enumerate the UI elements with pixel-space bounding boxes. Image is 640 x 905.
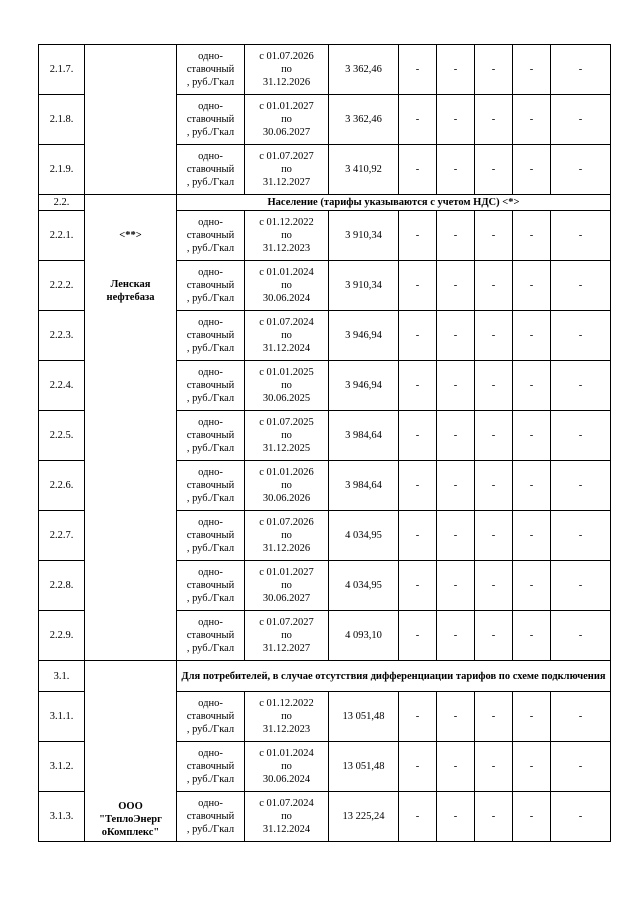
cell-line: ставочный (186, 380, 235, 391)
empty-value-dash: - (513, 561, 551, 611)
cell-line: ставочный (186, 530, 235, 541)
row-number: 2.2.9. (39, 611, 85, 661)
spacer (85, 242, 176, 278)
empty-value-dash: - (437, 411, 475, 461)
tariff-value: 3 410,92 (329, 145, 399, 195)
empty-value-dash: - (551, 211, 611, 261)
cell-line: с 01.07.2024 (259, 798, 314, 809)
tariff-value: 3 946,94 (329, 311, 399, 361)
cell-line: с 01.07.2027 (259, 617, 314, 628)
cell-line: ставочный (186, 630, 235, 641)
cell-line: ставочный (186, 580, 235, 591)
period-cell (245, 211, 329, 261)
empty-value-dash: - (475, 95, 513, 145)
cell-line: ставочный (186, 711, 235, 722)
period-cell (245, 611, 329, 661)
cell-line: с 01.07.2025 (259, 417, 314, 428)
row-number: 2.2.3. (39, 311, 85, 361)
section-row-3-1 (39, 661, 611, 692)
cell-line: , руб./Гкал (186, 824, 235, 835)
empty-value-dash: - (551, 511, 611, 561)
cell-line: , руб./Гкал (186, 177, 235, 188)
tariff-kind-cell (177, 611, 245, 661)
empty-value-dash: - (551, 311, 611, 361)
empty-value-dash: - (399, 461, 437, 511)
empty-value-dash: - (475, 361, 513, 411)
empty-value-dash: - (551, 792, 611, 842)
tariff-value: 3 362,46 (329, 95, 399, 145)
period-cell (245, 692, 329, 742)
empty-value-dash: - (551, 692, 611, 742)
tariff-table-body (39, 45, 611, 842)
cell-line: по (281, 711, 292, 722)
cell-line: 30.06.2024 (262, 774, 311, 785)
row-number: 2.2.4. (39, 361, 85, 411)
empty-value-dash: - (475, 311, 513, 361)
cell-line: ставочный (186, 430, 235, 441)
cell-line: по (281, 230, 292, 241)
empty-value-dash: - (437, 311, 475, 361)
cell-line: ставочный (186, 761, 235, 772)
tariff-kind-cell (177, 211, 245, 261)
empty-value-dash: - (399, 95, 437, 145)
row-number: 2.1.9. (39, 145, 85, 195)
tariff-value: 3 910,34 (329, 211, 399, 261)
empty-value-dash: - (437, 95, 475, 145)
empty-value-dash: - (399, 561, 437, 611)
row-number: 2.2.8. (39, 561, 85, 611)
cell-line: , руб./Гкал (186, 724, 235, 735)
tariff-value: 4 034,95 (329, 561, 399, 611)
empty-value-dash: - (399, 311, 437, 361)
cell-line: по (281, 330, 292, 341)
cell-line: одно- (198, 217, 223, 228)
row-number: 2.2.7. (39, 511, 85, 561)
cell-line: одно- (198, 367, 223, 378)
empty-value-dash: - (399, 145, 437, 195)
tariff-kind-cell (177, 95, 245, 145)
tariff-kind-cell (177, 461, 245, 511)
empty-value-dash: - (437, 461, 475, 511)
cell-line: одно- (198, 798, 223, 809)
empty-value-dash: - (475, 261, 513, 311)
section-row-2-2 (39, 195, 611, 211)
empty-value-dash: - (551, 261, 611, 311)
empty-value-dash: - (399, 511, 437, 561)
cell-line: по (281, 114, 292, 125)
cell-line: ставочный (186, 330, 235, 341)
empty-value-dash: - (513, 311, 551, 361)
cell-line: по (281, 480, 292, 491)
empty-value-dash: - (513, 95, 551, 145)
cell-line: , руб./Гкал (186, 343, 235, 354)
empty-value-dash: - (513, 611, 551, 661)
empty-value-dash: - (437, 692, 475, 742)
cell-line: по (281, 430, 292, 441)
cell-line: ставочный (186, 164, 235, 175)
row-number: 2.2.1. (39, 211, 85, 261)
empty-value-dash: - (551, 95, 611, 145)
empty-value-dash: - (437, 361, 475, 411)
cell-line: по (281, 280, 292, 291)
tariff-kind-cell (177, 792, 245, 842)
cell-line: одно- (198, 317, 223, 328)
cell-line: с 01.07.2026 (259, 517, 314, 528)
empty-value-dash: - (551, 461, 611, 511)
cell-line: по (281, 530, 292, 541)
empty-value-dash: - (513, 742, 551, 792)
row-number: 2.1.7. (39, 45, 85, 95)
empty-value-dash: - (475, 45, 513, 95)
cell-line: 30.06.2027 (262, 127, 311, 138)
cell-line: одно- (198, 417, 223, 428)
empty-value-dash: - (551, 411, 611, 461)
org-cell-lenskaya (85, 195, 177, 661)
tariff-kind-cell (177, 361, 245, 411)
cell-line: 31.12.2027 (262, 177, 311, 188)
org-name-line: "ТеплоЭнерг (99, 814, 162, 825)
cell-line: одно- (198, 267, 223, 278)
cell-line: с 01.01.2027 (259, 567, 314, 578)
empty-value-dash: - (437, 611, 475, 661)
tariff-kind-cell (177, 511, 245, 561)
cell-line: одно- (198, 567, 223, 578)
empty-value-dash: - (475, 511, 513, 561)
empty-value-dash: - (551, 611, 611, 661)
period-cell (245, 361, 329, 411)
cell-line: 30.06.2027 (262, 593, 311, 604)
org-cell-teploenergokompleks (85, 661, 177, 842)
cell-line: , руб./Гкал (186, 127, 235, 138)
cell-line: с 01.12.2022 (259, 698, 314, 709)
cell-line: , руб./Гкал (186, 593, 235, 604)
cell-line: ставочный (186, 230, 235, 241)
cell-line: 31.12.2026 (262, 543, 311, 554)
empty-value-dash: - (475, 611, 513, 661)
cell-line: по (281, 630, 292, 641)
cell-line: с 01.07.2027 (259, 151, 314, 162)
empty-value-dash: - (475, 792, 513, 842)
cell-line: , руб./Гкал (186, 493, 235, 504)
empty-value-dash: - (551, 742, 611, 792)
period-cell (245, 261, 329, 311)
cell-line: с 01.01.2026 (259, 467, 314, 478)
empty-value-dash: - (513, 361, 551, 411)
period-cell (245, 511, 329, 561)
cell-line: ставочный (186, 480, 235, 491)
tariff-value: 13 051,48 (329, 742, 399, 792)
cell-line: по (281, 580, 292, 591)
empty-value-dash: - (399, 792, 437, 842)
period-cell (245, 411, 329, 461)
cell-line: с 01.07.2024 (259, 317, 314, 328)
cell-line: 31.12.2024 (262, 824, 311, 835)
cell-line: одно- (198, 51, 223, 62)
cell-line: по (281, 811, 292, 822)
empty-value-dash: - (437, 792, 475, 842)
empty-value-dash: - (475, 692, 513, 742)
tariff-kind-cell (177, 45, 245, 95)
empty-value-dash: - (513, 211, 551, 261)
empty-value-dash: - (399, 411, 437, 461)
tariff-kind-cell (177, 742, 245, 792)
tariff-value: 4 034,95 (329, 511, 399, 561)
cell-line: , руб./Гкал (186, 243, 235, 254)
org-note: <**> (119, 230, 142, 241)
row-number: 2.2.5. (39, 411, 85, 461)
cell-line: ставочный (186, 280, 235, 291)
cell-line: с 01.01.2024 (259, 748, 314, 759)
row-number: 3.1.1. (39, 692, 85, 742)
cell-line: ставочный (186, 64, 235, 75)
org-name: Ленская нефтебаза (106, 279, 155, 303)
empty-value-dash: - (475, 742, 513, 792)
empty-value-dash: - (437, 261, 475, 311)
table-row (39, 45, 611, 95)
cell-line: с 01.01.2025 (259, 367, 314, 378)
empty-value-dash: - (437, 145, 475, 195)
row-number: 3.1.3. (39, 792, 85, 842)
empty-value-dash: - (437, 561, 475, 611)
period-cell (245, 461, 329, 511)
empty-value-dash: - (475, 145, 513, 195)
row-number: 2.1.8. (39, 95, 85, 145)
cell-line: 30.06.2025 (262, 393, 311, 404)
cell-line: ставочный (186, 811, 235, 822)
cell-line: с 01.12.2022 (259, 217, 314, 228)
cell-line: одно- (198, 151, 223, 162)
org-name-line: оКомплекс" (101, 827, 160, 838)
tariff-kind-cell (177, 692, 245, 742)
row-number: 2.2.6. (39, 461, 85, 511)
org-name-line: ООО (118, 801, 143, 812)
empty-value-dash: - (399, 692, 437, 742)
tariff-value: 3 984,64 (329, 461, 399, 511)
period-cell (245, 145, 329, 195)
cell-line: с 01.07.2026 (259, 51, 314, 62)
cell-line: одно- (198, 617, 223, 628)
empty-value-dash: - (513, 692, 551, 742)
empty-value-dash: - (399, 742, 437, 792)
cell-line: одно- (198, 101, 223, 112)
empty-value-dash: - (551, 45, 611, 95)
cell-line: ставочный (186, 114, 235, 125)
tariff-kind-cell (177, 561, 245, 611)
empty-value-dash: - (551, 361, 611, 411)
empty-value-dash: - (513, 511, 551, 561)
period-cell (245, 792, 329, 842)
period-cell (245, 742, 329, 792)
cell-line: 31.12.2025 (262, 443, 311, 454)
empty-value-dash: - (399, 211, 437, 261)
row-number: 2.2. (39, 195, 85, 211)
empty-value-dash: - (513, 145, 551, 195)
tariff-value: 3 984,64 (329, 411, 399, 461)
cell-line: одно- (198, 517, 223, 528)
section-title: Население (тарифы указываются с учетом НДС) <*> (177, 195, 611, 211)
cell-line: , руб./Гкал (186, 293, 235, 304)
empty-value-dash: - (399, 361, 437, 411)
tariff-kind-cell (177, 311, 245, 361)
cell-line: , руб./Гкал (186, 443, 235, 454)
empty-value-dash: - (475, 411, 513, 461)
tariff-kind-cell (177, 411, 245, 461)
tariff-value: 13 051,48 (329, 692, 399, 742)
tariff-table (38, 44, 611, 842)
tariff-kind-cell (177, 261, 245, 311)
empty-value-dash: - (437, 45, 475, 95)
cell-line: 30.06.2024 (262, 293, 311, 304)
empty-value-dash: - (513, 461, 551, 511)
empty-value-dash: - (437, 742, 475, 792)
cell-line: , руб./Гкал (186, 643, 235, 654)
cell-line: , руб./Гкал (186, 77, 235, 88)
cell-line: одно- (198, 748, 223, 759)
empty-value-dash: - (437, 211, 475, 261)
row-number: 2.2.2. (39, 261, 85, 311)
cell-line: , руб./Гкал (186, 393, 235, 404)
cell-line: с 01.01.2024 (259, 267, 314, 278)
empty-value-dash: - (399, 261, 437, 311)
empty-value-dash: - (399, 611, 437, 661)
tariff-value: 13 225,24 (329, 792, 399, 842)
cell-line: с 01.01.2027 (259, 101, 314, 112)
empty-value-dash: - (475, 561, 513, 611)
cell-line: одно- (198, 698, 223, 709)
cell-line: 31.12.2026 (262, 77, 311, 88)
empty-value-dash: - (513, 411, 551, 461)
tariff-value: 3 910,34 (329, 261, 399, 311)
cell-line: 31.12.2023 (262, 243, 311, 254)
period-cell (245, 561, 329, 611)
period-cell (245, 311, 329, 361)
empty-value-dash: - (551, 145, 611, 195)
period-cell (245, 45, 329, 95)
cell-line: по (281, 64, 292, 75)
empty-value-dash: - (475, 461, 513, 511)
cell-line: , руб./Гкал (186, 774, 235, 785)
cell-line: по (281, 380, 292, 391)
cell-line: по (281, 761, 292, 772)
tariff-kind-cell (177, 145, 245, 195)
period-cell (245, 95, 329, 145)
empty-value-dash: - (551, 561, 611, 611)
cell-line: 31.12.2023 (262, 724, 311, 735)
org-cell-continued (85, 45, 177, 195)
cell-line: 31.12.2027 (262, 643, 311, 654)
tariff-value: 4 093,10 (329, 611, 399, 661)
cell-line: одно- (198, 467, 223, 478)
empty-value-dash: - (513, 792, 551, 842)
section-title: Для потребителей, в случае отсутствия дифференциации тарифов по схеме подключения (177, 661, 611, 692)
empty-value-dash: - (513, 45, 551, 95)
empty-value-dash: - (399, 45, 437, 95)
cell-line: по (281, 164, 292, 175)
cell-line: 30.06.2026 (262, 493, 311, 504)
row-number: 3.1. (39, 661, 85, 692)
tariff-value: 3 362,46 (329, 45, 399, 95)
row-number: 3.1.2. (39, 742, 85, 792)
cell-line: 31.12.2024 (262, 343, 311, 354)
cell-line: , руб./Гкал (186, 543, 235, 554)
empty-value-dash: - (513, 261, 551, 311)
empty-value-dash: - (437, 511, 475, 561)
tariff-value: 3 946,94 (329, 361, 399, 411)
empty-value-dash: - (475, 211, 513, 261)
